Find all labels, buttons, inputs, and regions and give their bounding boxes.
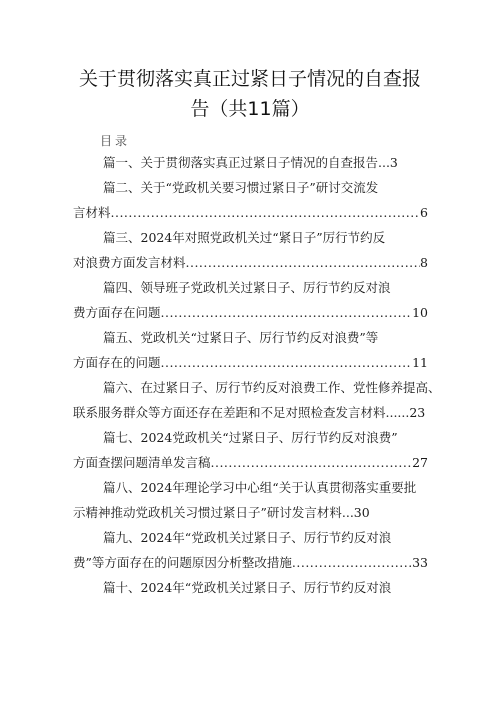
toc-dot-leader (111, 200, 421, 225)
toc-entry-continuation (0, 350, 500, 375)
toc-entry-3[interactable] (0, 225, 500, 275)
toc-entry-10[interactable] (0, 575, 500, 600)
title-line-2: 告（共11篇） (190, 98, 310, 120)
toc-page-number: 6 (420, 205, 428, 220)
toc-dot-leader (161, 300, 413, 325)
toc-page-number: 8 (420, 255, 428, 270)
toc-dot-leader (292, 550, 412, 575)
toc-entry-text: 篇五、党政机关“过紧日子、厉行节约反对浪费”等 (103, 330, 379, 345)
toc-entry-text: 篇九、2024年“党政机关过紧日子、厉行节约反对浪 (103, 530, 392, 545)
toc-entry-continuation (0, 550, 500, 575)
toc-entry-text: 篇十、2024年“党政机关过紧日子、厉行节约反对浪 (103, 580, 392, 595)
toc-entry-text-line-2: 联系服务群众等方面还存在差距和不足对照检查发言材料......23 (73, 405, 426, 420)
table-of-contents (0, 150, 500, 600)
toc-entry-text-cont: 费”等方面存在的问题原因分析整改措施 (73, 555, 292, 570)
toc-entry-5[interactable] (0, 325, 500, 375)
toc-entry-9[interactable] (0, 525, 500, 575)
toc-page-number: 10 (412, 305, 428, 320)
toc-dot-leader (211, 450, 413, 475)
toc-page-number: 11 (412, 355, 428, 370)
toc-entry-continuation (0, 300, 500, 325)
toc-entry-text: 篇四、领导班子党政机关过紧日子、厉行节约反对浪 (103, 280, 391, 295)
toc-label: 目录 (100, 134, 131, 148)
toc-entry-8[interactable] (0, 475, 500, 525)
title-line-1: 关于贯彻落实真正过紧日子情况的自查报 (78, 68, 421, 90)
toc-entry-text-cont: 言材料 (73, 205, 111, 220)
document-title (60, 64, 440, 124)
toc-entry-4[interactable] (0, 275, 500, 325)
toc-entry-text: 篇三、2024年对照党政机关过“紧日子”厉行节约反 (103, 230, 386, 245)
toc-entry-2[interactable] (0, 175, 500, 225)
toc-entry-text-line-2: 示精神推动党政机关习惯过紧日子”研讨发言材料...30 (73, 505, 370, 520)
toc-entry-text-cont: 费方面存在问题 (73, 305, 161, 320)
toc-page-number: 33 (412, 555, 428, 570)
toc-entry-text: 篇七、2024党政机关“过紧日子、厉行节约反对浪费” (103, 430, 398, 445)
toc-entry-text-cont: 方面查摆问题清单发言稿 (73, 455, 211, 470)
toc-entry-continuation (0, 450, 500, 475)
toc-dot-leader (161, 350, 413, 375)
toc-entry-text: 篇八、2024年理论学习中心组“关于认真贯彻落实重要批 (103, 480, 417, 495)
toc-entry-text: 篇六、在过紧日子、厉行节约反对浪费工作、党性修养提高、 (103, 380, 441, 395)
toc-entry-continuation (0, 250, 500, 275)
toc-entry-6[interactable] (0, 375, 500, 425)
toc-entry-1[interactable] (0, 150, 500, 175)
toc-entry-continuation (0, 200, 500, 225)
toc-page-number: 27 (412, 455, 428, 470)
toc-entry-7[interactable] (0, 425, 500, 475)
toc-entry-text: 篇二、关于“党政机关要习惯过紧日子”研讨交流发 (103, 180, 379, 195)
toc-dot-leader (186, 250, 421, 275)
toc-entry-text: 篇一、关于贯彻落实真正过紧日子情况的自查报告...3 (103, 155, 398, 170)
toc-entry-text-cont: 对浪费方面发言材料 (73, 255, 186, 270)
toc-entry-text-cont: 方面存在的问题 (73, 355, 161, 370)
